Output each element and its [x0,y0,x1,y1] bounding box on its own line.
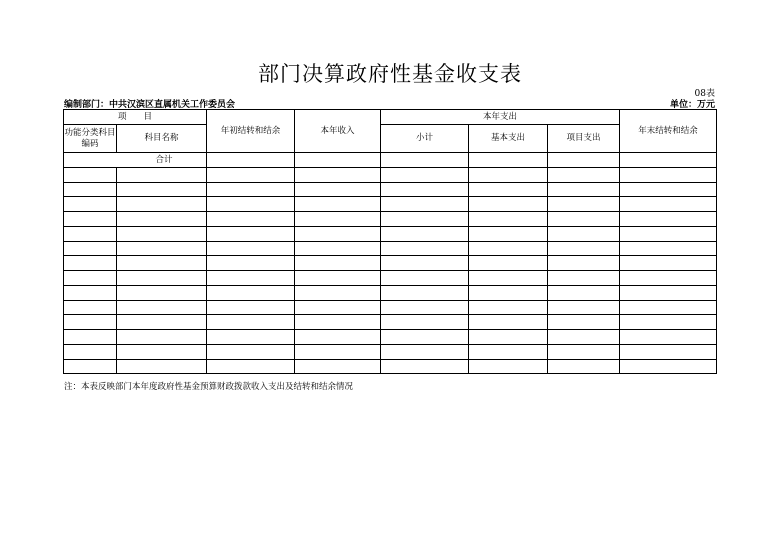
cell [548,315,620,330]
cell [548,359,620,374]
cell [64,212,117,227]
cell [381,315,469,330]
cell [620,212,717,227]
table-row [64,182,717,197]
cell [295,271,381,286]
cell [469,300,548,315]
cell [548,271,620,286]
cell [620,330,717,345]
cell [117,359,207,374]
header-basic-expense: 基本支出 [469,125,548,153]
cell [117,271,207,286]
cell [548,153,620,168]
cell [469,271,548,286]
cell [295,315,381,330]
cell [620,241,717,256]
cell [117,241,207,256]
cell [381,153,469,168]
cell [64,344,117,359]
cell [207,226,295,241]
table-row [64,271,717,286]
cell [64,197,117,212]
cell [207,167,295,182]
cell [295,167,381,182]
cell [117,300,207,315]
cell [64,359,117,374]
cell [548,212,620,227]
cell [64,256,117,271]
blank-rows [64,167,717,374]
cell [620,344,717,359]
header-item-group: 项 目 [64,110,207,125]
cell [117,315,207,330]
cell [381,212,469,227]
cell [295,153,381,168]
cell [117,285,207,300]
total-row [64,153,717,168]
cell [548,330,620,345]
cell [469,256,548,271]
cell [469,315,548,330]
cell [207,300,295,315]
cell [620,359,717,374]
cell [548,241,620,256]
unit-label: 单位：万元 [669,100,715,110]
cell [469,344,548,359]
table-row [64,226,717,241]
cell [64,315,117,330]
cell [64,330,117,345]
cell [381,241,469,256]
cell [620,153,717,168]
cell [295,359,381,374]
table-row [64,330,717,345]
cell [207,344,295,359]
cell [207,153,295,168]
cell [207,315,295,330]
cell [469,226,548,241]
cell [295,197,381,212]
header-project-expense: 项目支出 [548,125,620,153]
table-row [64,256,717,271]
header-closing-balance: 年末结转和结余 [620,110,717,153]
cell [469,167,548,182]
cell [469,182,548,197]
header-opening-balance: 年初结转和结余 [207,110,295,153]
cell [548,285,620,300]
cell [207,359,295,374]
cell [207,197,295,212]
table-row [64,315,717,330]
header-subtotal: 小计 [381,125,469,153]
cell [620,300,717,315]
table-row [64,197,717,212]
header-subject-name: 科目名称 [117,125,207,153]
cell [117,167,207,182]
cell [207,182,295,197]
cell [64,241,117,256]
cell [548,256,620,271]
cell [64,182,117,197]
cell [64,226,117,241]
compiling-department: 编制部门：中共汉滨区直属机关工作委员会 [64,100,236,110]
cell [64,271,117,286]
cell [469,153,548,168]
fund-table [63,109,717,374]
cell [381,182,469,197]
cell [117,344,207,359]
table-row [64,241,717,256]
cell [381,330,469,345]
table-row [64,212,717,227]
cell [295,212,381,227]
footnote: 注：本表反映部门本年度政府性基金预算财政拨款收入支出及结转和结余情况 [64,382,354,392]
cell [548,167,620,182]
cell [117,182,207,197]
cell [381,300,469,315]
cell [117,226,207,241]
cell [548,300,620,315]
cell [64,285,117,300]
cell [295,285,381,300]
cell [117,330,207,345]
cell [64,167,117,182]
cell [207,271,295,286]
cell [207,212,295,227]
cell [548,344,620,359]
cell [381,256,469,271]
cell [207,330,295,345]
cell [620,285,717,300]
cell [620,197,717,212]
cell [620,182,717,197]
cell [381,344,469,359]
table-row [64,285,717,300]
cell [381,285,469,300]
header-expense-group: 本年支出 [381,110,620,125]
cell [295,182,381,197]
cell [381,359,469,374]
cell [381,226,469,241]
cell [295,330,381,345]
cell [295,256,381,271]
cell [469,359,548,374]
table-row [64,344,717,359]
cell [620,226,717,241]
cell [64,300,117,315]
cell [548,226,620,241]
cell [117,212,207,227]
cell [117,197,207,212]
cell [207,256,295,271]
cell [295,226,381,241]
cell [381,197,469,212]
form-number: 08表 [694,89,715,99]
header-income: 本年收入 [295,110,381,153]
cell [295,300,381,315]
header-func-code: 功能分类科目编码 [64,125,117,153]
cell [469,330,548,345]
report-title: 部门决算政府性基金收支表 [258,62,522,86]
cell [469,285,548,300]
cell [620,271,717,286]
cell [548,197,620,212]
cell [620,315,717,330]
cell [469,212,548,227]
cell [381,167,469,182]
cell [469,197,548,212]
cell [620,256,717,271]
cell [381,271,469,286]
cell [620,167,717,182]
cell [207,241,295,256]
cell [117,256,207,271]
cell [295,344,381,359]
table-row [64,300,717,315]
cell [295,241,381,256]
cell [207,285,295,300]
total-label: 合计 [64,153,207,168]
table-row [64,359,717,374]
table-row [64,167,717,182]
cell [469,241,548,256]
cell [548,182,620,197]
